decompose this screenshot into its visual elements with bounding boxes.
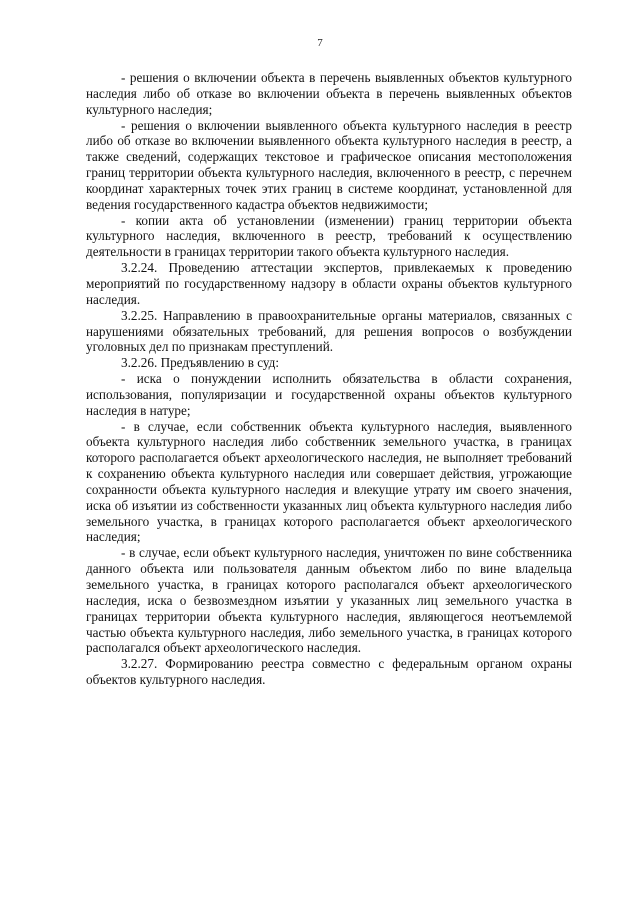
- page-number: 7: [317, 37, 323, 49]
- paragraph-clause-3-2-25: 3.2.25. Направлению в правоохранительные органы материалов, связанных с нарушениями обязательных требований, для решения вопросов о возбуждении уголовных дел по признакам преступлений.: [86, 307, 572, 355]
- paragraph-list-item: - иска о понуждении исполнить обязательства в области сохранения, использования, популяризации и государственной охраны объектов культурного наследия в натуре;: [86, 371, 572, 418]
- paragraph-list-item: - копии акта об установлении (изменении) границ территории объекта культурного наследия, включенного в реестр, требований к осуществлению деятельности в границах территории такого объекта культурного наследия.: [86, 212, 572, 260]
- paragraph-clause-3-2-26: 3.2.26. Предъявлению в суд:: [121, 355, 280, 371]
- paragraph-list-item: - в случае, если собственник объекта культурного наследия, выявленного объекта культурного наследия либо собственник земельного участка, в границах которого располагается объект археологического наследия, не выполняет требований к сохранению объекта культурного наследия или совершает действия, угрожающие сохранности объекта культурного наследия и влекущие утрату им своего значения, иска об изъятии из собственности указанных лиц объекта культурного наследия либо земельного участка, в границах которого располагается объект археологического наследия;: [86, 418, 572, 545]
- paragraph-clause-3-2-27: 3.2.27. Формированию реестра совместно с федеральным органом охраны объектов культурного наследия.: [86, 656, 572, 688]
- document-body: [86, 70, 572, 688]
- paragraph-list-item: - в случае, если объект культурного наследия, уничтожен по вине собственника данного объекта или пользователя данным объектом либо по вине владельца земельного участка, в границах которого располагался объект археологического наследия, иска о безвозмездном изъятии у указанных лиц земельного участка в границах территории объекта культурного наследия, являющегося неотъемлемой частью объекта культурного наследия, либо земельного участка, в границах которого располагался объект археологического наследия.: [86, 545, 572, 656]
- paragraph-list-item: - решения о включении выявленного объекта культурного наследия в реестр либо об отказе во включении выявленного объекта культурного наследия в реестр, а также сведений, содержащих текстовое и графическое описания местоположения границ территории объекта культурного наследия, включенного в реестр, с перечнем координат характерных точек этих границ в системе координат, установленной для ведения государственного кадастра объектов недвижимости;: [86, 117, 572, 212]
- paragraph-clause-3-2-24: 3.2.24. Проведению аттестации экспертов, привлекаемых к проведению мероприятий по государственному надзору в области охраны объектов культурного наследия.: [86, 260, 572, 307]
- paragraph-list-item: - решения о включении объекта в перечень выявленных объектов культурного наследия либо об отказе во включении объекта в перечень выявленных объектов культурного наследия;: [86, 70, 572, 117]
